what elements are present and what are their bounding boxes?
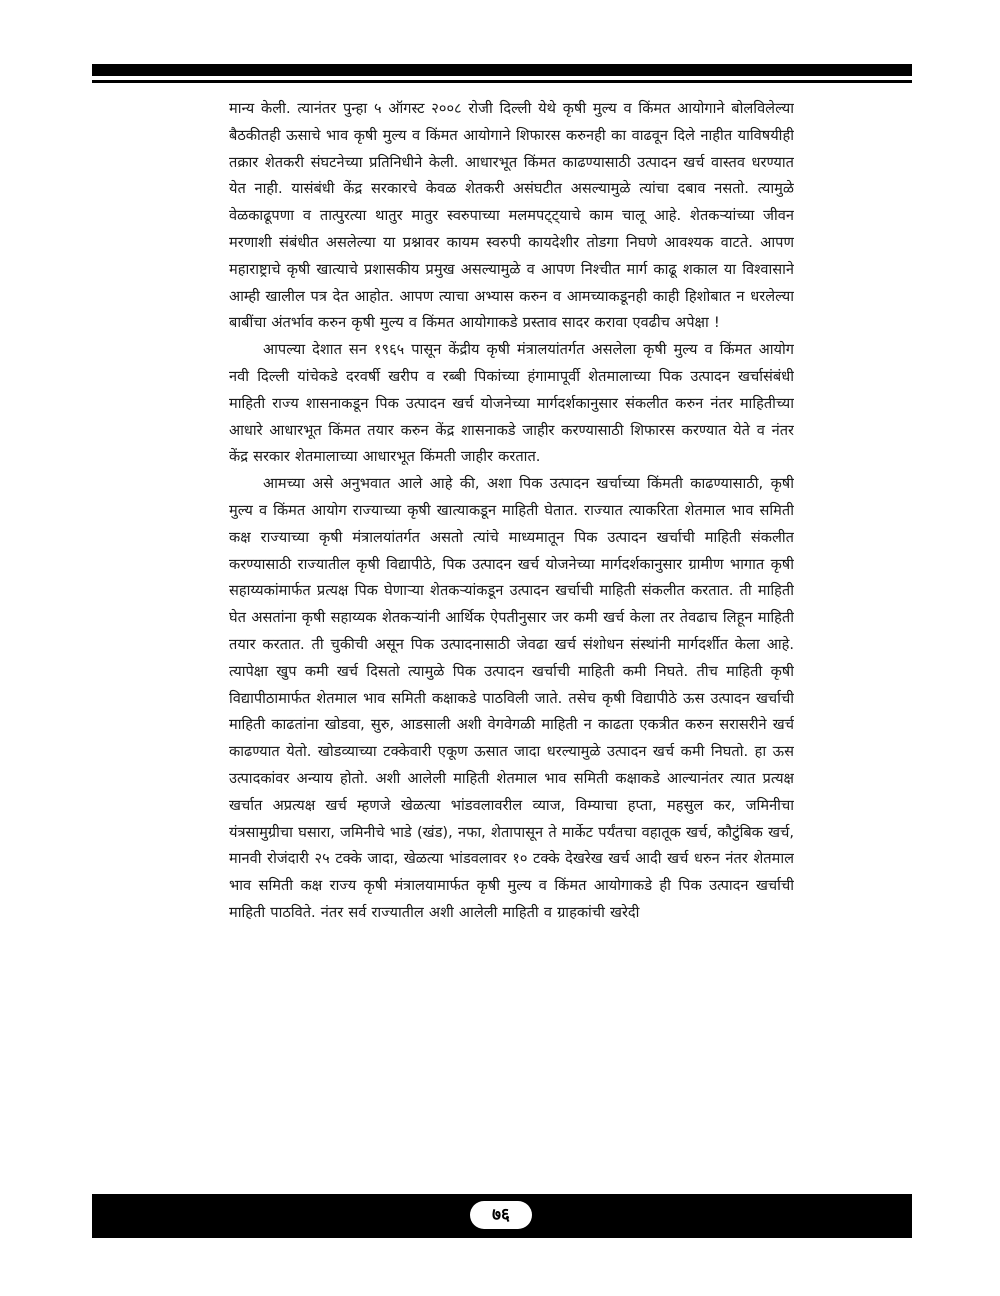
paragraph-2: आपल्या देशात सन १९६५ पासून केंद्रीय कृषी मंत्रालयांतर्गत असलेला कृषी मुल्य व किंमत आयोग नवी दिल्ली यांचेकडे दरवर्षी खरीप व रब्बी पिकांच्या हंगामापूर्वी शेतमालाच्या पिक उत्पादन खर्चासंबंधी माहिती राज्य शासनाकडून पिक उत्पादन खर्च योजनेच्या मार्गदर्शकानुसार संकलीत करुन नंतर माहितीच्या आधारे आधारभूत किंमत तयार करुन केंद्र शासनाकडे जाहीर करण्यासाठी शिफारस करण्यात येते व नंतर केंद्र सरकार शेतमालाच्या आधारभूत किंमती जाहीर करतात. — [229, 341, 794, 466]
page-body — [229, 96, 794, 1170]
paragraph-1: मान्य केली. त्यानंतर पुन्हा ५ ऑगस्ट २००८ रोजी दिल्ली येथे कृषी मुल्य व किंमत आयोगाने बोलविलेल्या बैठकीतही ऊसाचे भाव कृषी मुल्य व किंमत आयोगाने शिफारस करुनही का वाढवून दिले नाहीत याविषयीही तक्रार शेतकरी संघटनेच्या प्रतिनिधीने केली. आधारभूत किंमत काढण्यासाठी उत्पादन खर्च वास्तव धरण्यात येत नाही. यासंबंधी केंद्र सरकारचे केवळ शेतकरी असंघटीत असल्यामुळे त्यांचा दबाव नसतो. त्यामुळे वेळकाढूपणा व तात्पुरत्या थातुर मातुर स्वरुपाच्या मलमपट्ट्याचे काम चालू आहे. शेतकऱ्यांच्या जीवन मरणाशी संबंधीत असलेल्या या प्रश्नावर कायम स्वरुपी कायदेशीर तोडगा निघणे आवश्यक वाटते. आपण महाराष्ट्राचे कृषी खात्याचे प्रशासकीय प्रमुख असल्यामुळे व आपण निश्चीत मार्ग काढू शकाल या विश्वासाने आम्ही खालील पत्र देत आहोत. आपण त्याचा अभ्यास करुन व आमच्याकडूनही काही हिशोबात न धरलेल्या बाबींचा अंतर्भाव करुन कृषी मुल्य व किंमत आयोगाकडे प्रस्ताव सादर करावा एवढीच अपेक्षा ! — [229, 100, 794, 332]
paragraph-3: आमच्या असे अनुभवात आले आहे की, अशा पिक उत्पादन खर्चाच्या किंमती काढण्यासाठी, कृषी मुल्य व किंमत आयोग राज्याच्या कृषी खात्याकडून माहिती घेतात. राज्यात त्याकरिता शेतमाल भाव समिती कक्ष राज्याच्या कृषी मंत्रालयांतर्गत असतो त्यांचे माध्यमातून पिक उत्पादन खर्चाची माहिती संकलीत करण्यासाठी राज्यातील कृषी विद्यापीठे, पिक उत्पादन खर्च योजनेच्या मार्गदर्शकानुसार ग्रामीण भागात कृषी सहाय्यकांमार्फत प्रत्यक्ष पिक घेणाऱ्या शेतकऱ्यांकडून उत्पादन खर्चाची माहिती संकलीत करतात. ती माहिती घेत असतांना कृषी सहाय्यक शेतकऱ्यांनी आर्थिक ऐपतीनुसार जर कमी खर्च केला तर तेवढाच लिहून माहिती तयार करतात. ती चुकीची असून पिक उत्पादनासाठी जेवढा खर्च संशोधन संस्थांनी मार्गदर्शीत केला आहे. त्यापेक्षा खुप कमी खर्च दिसतो त्यामुळे पिक उत्पादन खर्चाची माहिती कमी निघते. तीच माहिती कृषी विद्यापीठामार्फत शेतमाल भाव समिती कक्षाकडे पाठविली जाते. तसेच कृषी विद्यापीठे ऊस उत्पादन खर्चाची माहिती काढतांना खोडवा, सुरु, आडसाली अशी वेगवेगळी माहिती न काढता एकत्रीत करुन सरासरीने खर्च काढण्यात येतो. खोडव्याच्या टक्केवारी एकूण ऊसात जादा धरल्यामुळे उत्पादन खर्च कमी निघतो. हा ऊस उत्पादकांवर अन्याय होतो. अशी आलेली माहिती शेतमाल भाव समिती कक्षाकडे आल्यानंतर त्यात प्रत्यक्ष खर्चात अप्रत्यक्ष खर्च म्हणजे खेळत्या भांडवलावरील व्याज, विम्याचा हप्ता, महसुल कर, जमिनीचा यंत्रसामुग्रीचा घसारा, जमिनीचे भाडे (खंड), नफा, शेतापासून ते मार्केट पर्यंतचा वहातूक खर्च, कौटुंबिक खर्च, मानवी रोजंदारी २५ टक्के जादा, खेळत्या भांडवलावर १० टक्के देखरेख खर्च आदी खर्च धरुन नंतर शेतमाल भाव समिती कक्ष राज्य कृषी मंत्रालयामार्फत कृषी मुल्य व किंमत आयोगाकडे ही पिक उत्पादन खर्चाची माहिती पाठविते. नंतर सर्व राज्यातील अशी आलेली माहिती व ग्राहकांची खरेदी — [229, 475, 794, 921]
header-rule-thick — [92, 64, 912, 76]
header-rule-thin — [92, 80, 912, 83]
page-number: ७६ — [470, 1201, 532, 1229]
